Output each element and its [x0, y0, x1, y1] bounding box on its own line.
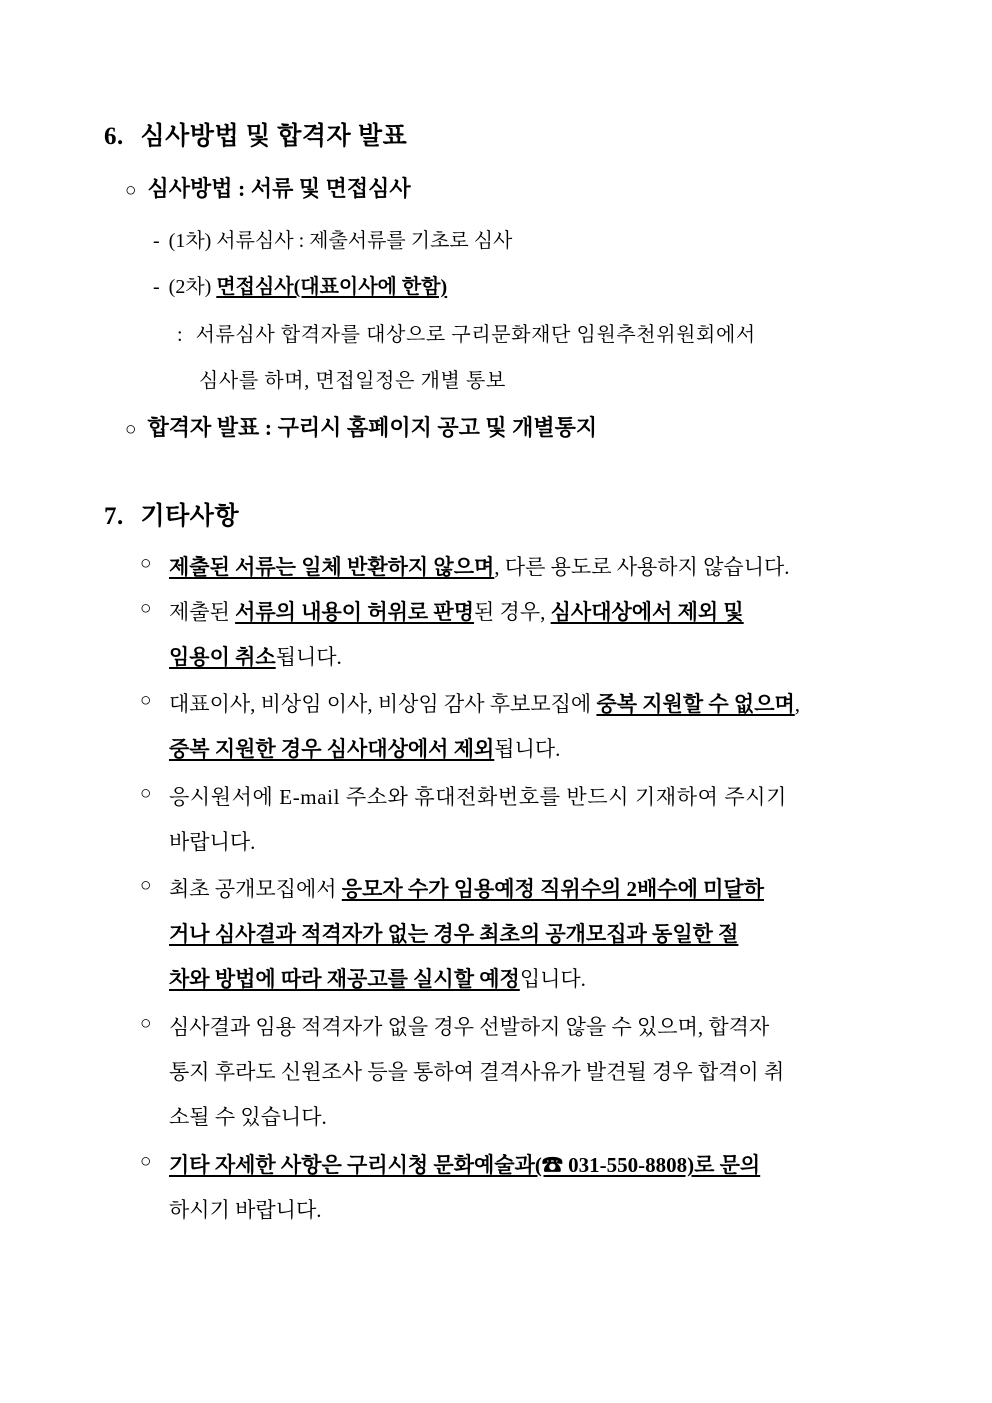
note-text: 소될 수 있습니다.: [169, 1105, 327, 1129]
circle-marker-icon: ○: [125, 419, 137, 440]
note-text: 최초 공개모집에서: [169, 877, 342, 901]
note-text: , 다른 용도로 사용하지 않습니다.: [494, 555, 790, 579]
note-item-2: [140, 597, 930, 687]
note-text: 된 경우,: [474, 600, 551, 624]
section-heading-6: [104, 116, 407, 152]
screening-detail-text-2: 심사를 하며, 면접일정은 개별 통보: [199, 370, 506, 392]
contact-info-emphasis: 기타 자세한 사항은 구리시청 문화예술과(☎ 031-550-8808)로 문의: [169, 1153, 761, 1177]
note-emphasis: 중복 지원한 경우 심사대상에서 제외: [169, 737, 495, 761]
list-item-result-announcement: [125, 411, 597, 442]
note-item-3: [140, 689, 930, 779]
circle-marker-icon: ○: [140, 783, 152, 804]
list-item-emphasis: 면접심사(대표이사에 한함): [216, 276, 448, 298]
note-text: 대표이사, 비상임 이사, 비상임 감사 후보모집에: [169, 692, 597, 716]
note-text: 심사결과 임용 적격자가 없을 경우 선발하지 않을 수 있으며, 합격자: [169, 1015, 770, 1039]
list-item-prefix: (2차): [168, 276, 217, 298]
section-title: 기타사항: [140, 503, 240, 530]
screening-detail-line-2: [199, 364, 506, 393]
circle-marker-icon: ○: [125, 180, 137, 201]
list-item-simsa-method: [125, 172, 411, 203]
list-item-label: 합격자 발표 : 구리시 홈페이지 공고 및 개별통지: [147, 415, 598, 440]
section-number: 7.: [104, 503, 124, 530]
list-item-second-screening: [153, 270, 447, 299]
dash-marker-icon: -: [153, 276, 160, 298]
list-item-label: (1차) 서류심사 : 제출서류를 기초로 심사: [168, 230, 513, 252]
colon-marker-icon: :: [177, 324, 183, 346]
note-item-1: [140, 552, 930, 597]
note-text: 제출된: [169, 600, 236, 624]
note-emphasis: 제출된 서류는 일체 반환하지 않으며: [169, 555, 495, 579]
circle-marker-icon: ○: [140, 1013, 152, 1034]
note-text: 응시원서에 E-mail 주소와 휴대전화번호를 반드시 기재하여 주시기: [169, 785, 787, 809]
note-text: 됩니다.: [275, 645, 342, 669]
note-item-6: [140, 1012, 930, 1147]
note-emphasis: 중복 지원할 수 없으며: [596, 692, 795, 716]
note-text: 바랍니다.: [169, 830, 256, 854]
circle-marker-icon: ○: [140, 875, 152, 896]
note-item-5: [140, 874, 930, 1009]
note-emphasis: 임용이 취소: [169, 645, 276, 669]
note-emphasis: 응모자 수가 임용예정 직위수의 2배수에 미달하: [341, 877, 764, 901]
note-text: 됩니다.: [494, 737, 561, 761]
note-emphasis: 서류의 내용이 허위로 판명: [235, 600, 475, 624]
note-item-4: [140, 782, 930, 872]
note-text: 통지 후라도 신원조사 등을 통하여 결격사유가 발견될 경우 합격이 취: [169, 1060, 785, 1084]
screening-detail-line-1: [177, 318, 756, 347]
note-emphasis: 차와 방법에 따라 재공고를 실시할 예정: [169, 967, 520, 991]
note-text: ,: [794, 692, 801, 716]
section-heading-7: [104, 496, 239, 532]
list-item-first-screening: [153, 224, 512, 253]
note-item-7: [140, 1150, 940, 1240]
dash-marker-icon: -: [153, 230, 160, 252]
screening-detail-text-1: 서류심사 합격자를 대상으로 구리문화재단 임원추천위원회에서: [195, 324, 756, 346]
note-text: 입니다.: [519, 967, 586, 991]
note-emphasis: 심사대상에서 제외 및: [550, 600, 744, 624]
section-title: 심사방법 및 합격자 발표: [140, 123, 408, 150]
list-item-label: 심사방법 : 서류 및 면접심사: [147, 176, 411, 201]
circle-marker-icon: ○: [140, 598, 152, 619]
section-number: 6.: [104, 123, 124, 150]
circle-marker-icon: ○: [140, 690, 152, 711]
note-emphasis: 거나 심사결과 적격자가 없는 경우 최초의 공개모집과 동일한 절: [169, 922, 739, 946]
circle-marker-icon: ○: [140, 553, 152, 574]
circle-marker-icon: ○: [140, 1151, 152, 1172]
note-text: 하시기 바랍니다.: [169, 1198, 322, 1222]
